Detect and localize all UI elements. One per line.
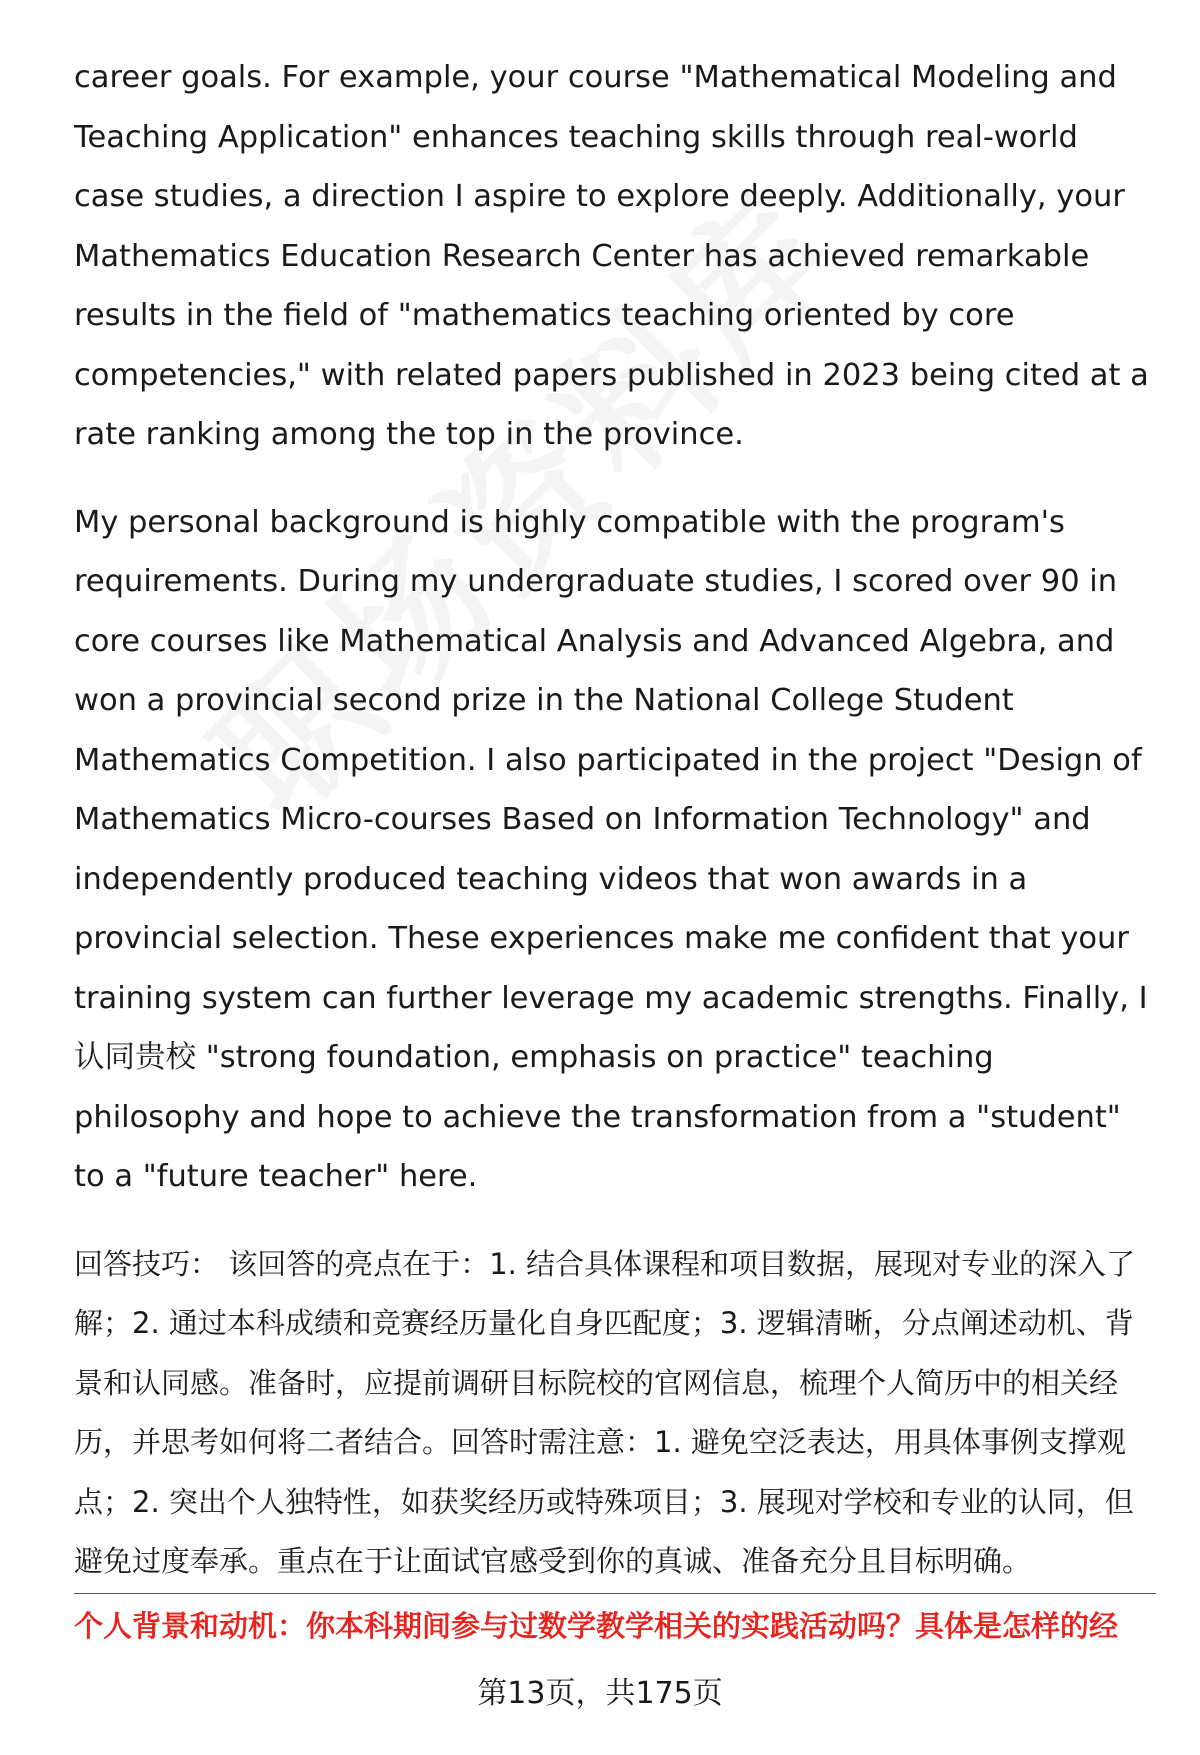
section-divider (74, 1593, 1156, 1594)
page-number-footer: 第13页，共175页 (477, 1676, 723, 1711)
document-body (74, 48, 1152, 1620)
next-question-heading: 个人背景和动机：你本科期间参与过数学教学相关的实践活动吗？具体是怎样的经 (74, 1609, 1119, 1643)
answer-paragraph-2: My personal background is highly compatible with the program's requirements. During my undergraduate studies, I scored over 90 in core courses like Mathematical Analysis and Advanced Algebra, and won a provincial second prize in the National College Student Mathematics Competition. I also participated in the project "Design of Mathematics Micro-courses Based on Information Technology" and independently produced teaching videos that won awards in a provincial selection. These experiences make me confident that your training system can further leverage my academic strengths. Finally, I认同贵校 "strong foundation, emphasis on practice" teaching philosophy and hope to achieve the transformation from a "student" to a "future teacher" here. (74, 504, 1148, 1194)
answer-tips-paragraph: 回答技巧： 该回答的亮点在于：1. 结合具体课程和项目数据，展现对专业的深入了解；2. 通过本科成绩和竞赛经历量化自身匹配度；3. 逻辑清晰，分点阐述动机、背景和认同感。准备时，应提前调研目标院校的官网信息，梳理个人简历中的相关经历，并思考如何将二者结合。回答时需注意：1. 避免空泛表达，用具体事例支撑观点；2. 突出个人独特性，如获奖经历或特殊项目；3. 展现对学校和专业的认同，但避免过度奉承。重点在于让面试官感受到你的真诚、准备充分且目标明确。 (74, 1246, 1136, 1578)
answer-paragraph-1: career goals. For example, your course "Mathematical Modeling and Teaching Application" enhances teaching skills through real-world case studies, a direction I aspire to explore deeply. Additionally, your Mathematics Education Research Center has achieved remarkable results in the field of "mathematics teaching oriented by core competencies," with related papers published in 2023 being cited at a rate ranking among the top in the province. (74, 60, 1149, 452)
